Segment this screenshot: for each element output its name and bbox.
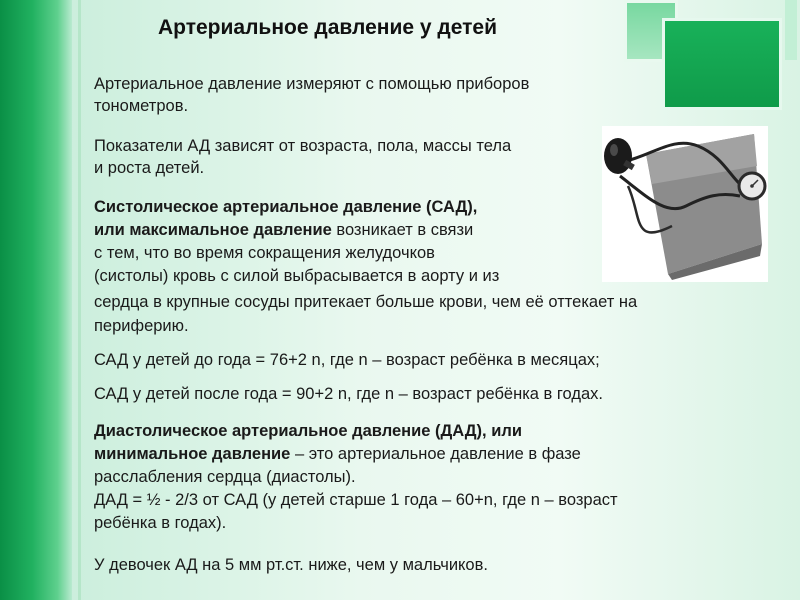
systolic-line5: сердца в крупные сосуды притекает больше крови, чем её оттекает на	[94, 293, 638, 311]
diastolic-line3: расслабления сердца (диастолы).	[94, 468, 356, 486]
paragraph-factors-line1: Показатели АД зависят от возраста, пола, массы тела	[94, 137, 512, 155]
slide-title: Артериальное давление у детей	[158, 16, 497, 39]
diastolic-heading: Диастолическое артериальное давление (ДАД), или	[94, 422, 522, 440]
systolic-line2	[94, 220, 473, 241]
systolic-line3: с тем, что во время сокращения желудочков	[94, 244, 435, 262]
systolic-line2-rest: возникает в связи	[331, 221, 474, 239]
diastolic-heading-2: минимальное давление	[94, 445, 291, 463]
gender-note: У девочек АД на 5 мм рт.ст. ниже, чем у мальчиков.	[94, 556, 488, 574]
systolic-line6: периферию.	[94, 317, 189, 335]
left-green-bar	[0, 0, 72, 600]
paragraph-devices-line1: Артериальное давление измеряют с помощью приборов	[94, 75, 530, 93]
tonometer-icon	[602, 126, 768, 282]
systolic-line4: (систолы) кровь с силой выбрасывается в аорту и из	[94, 267, 500, 285]
decor-square-big	[662, 18, 782, 110]
formula-over-year: САД у детей после года = 90+2 n, где n – возраст ребёнка в годах.	[94, 385, 604, 403]
diastolic-line2	[94, 444, 581, 465]
systolic-heading-2: или максимальное давление	[94, 221, 332, 239]
formula-under-year: САД у детей до года = 76+2 n, где n – возраст ребёнка в месяцах;	[94, 351, 600, 369]
decor-strip	[785, 0, 797, 60]
diastolic-line4: ДАД = ½ - 2/3 от САД (у детей старше 1 года – 60+n, где n – возраст	[94, 491, 618, 509]
diastolic-line2-rest: – это артериальное давление в фазе	[290, 445, 581, 463]
systolic-heading: Систолическое артериальное давление (САД),	[94, 198, 478, 216]
paragraph-factors-line2: и роста детей.	[94, 159, 205, 177]
diastolic-line5: ребёнка в годах).	[94, 514, 227, 532]
left-divider-line	[78, 0, 81, 600]
paragraph-devices-line2: тонометров.	[94, 97, 189, 115]
